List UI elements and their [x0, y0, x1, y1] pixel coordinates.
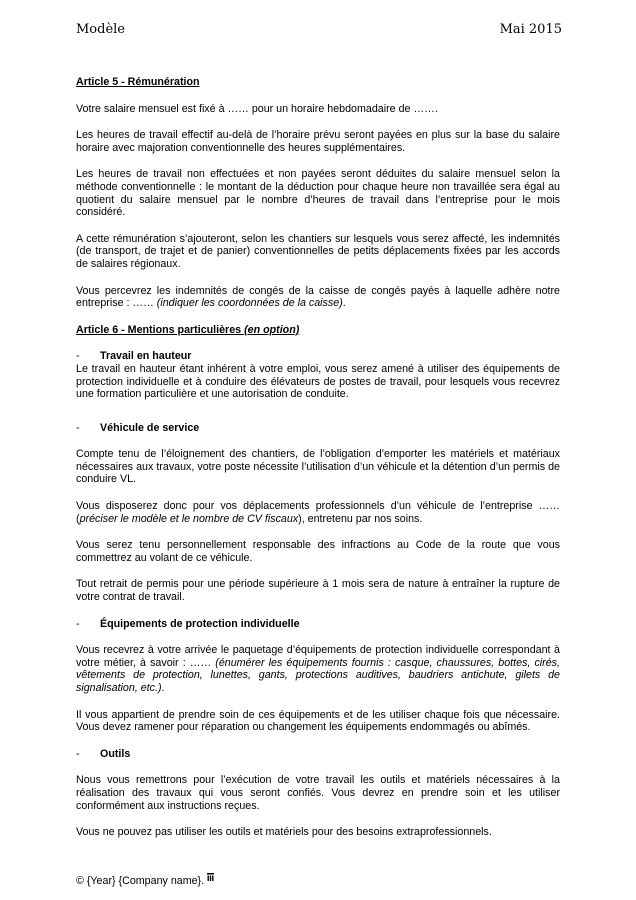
list-dash: - [76, 747, 80, 760]
list-dash: - [76, 617, 80, 630]
list-dash: - [76, 350, 80, 363]
vehicule-title: Véhicule de service [100, 421, 200, 434]
deduction-paragraph: Les heures de travail non effectuées et non payées seront déduites du salaire mensuel selon la méthode conventionnelle : le montant de la déduction pour chaque heure non travaillée sera égal au quotient du salaire mensuel par le nombre d’heures de travail dans l’entreprise pour le mois considéré. [76, 168, 560, 219]
travail-paragraph: Le travail en hauteur étant inhérent à votre emploi, vous serez amené à utiliser des équipements de protection individuelle et à conduire des élévateurs de postes de travail, pour lesquels vous recevrez une formation particulière et une autorisation de conduite. [76, 362, 560, 401]
company-logo-icon [207, 872, 214, 884]
holiday-pay-instruction: (indiquer les coordonnées de la caisse) [156, 297, 343, 310]
vehicule-p2-end: ), entretenu par nos soins. [298, 512, 423, 525]
epi-paragraph-2: Il vous appartient de prendre soin de ces équipements et de les utiliser chaque fois que nécessaire. Vous devez ramener pour réparation ou changement les équipements endommagés ou abîmés. [76, 708, 560, 734]
article-6-title [76, 324, 560, 337]
vehicule-paragraph-2 [76, 500, 560, 525]
vehicule-p2-instruction: préciser le modèle et le nombre de CV fiscaux [79, 512, 299, 525]
header-doc-type: Modèle [76, 22, 126, 37]
epi-paragraph-1 [76, 644, 560, 694]
epi-p1-instruction: (énumérer les équipements fournis : casque, chaussures, bottes, cirés, vêtements de protection, lunettes, gants, protections auditives, baudriers antichute, gilets de signalisation, etc.) [76, 656, 560, 694]
allowances-paragraph: A cette rémunération s’ajouteront, selon les chantiers sur lesquels vous serez affecté, les indemnités (de transport, de trajet et de panier) conventionnelles de petits déplacements fixées par les accords de salaires régionaux. [76, 232, 560, 270]
article-5-title: Article 5 - Rémunération [76, 76, 200, 88]
epi-p1-text: Vous recevrez à votre arrivée le paquetage d’équipements de protection individuelle correspondant à votre métier, à savoir : …… [76, 644, 560, 669]
article-6-option: (en option) [244, 323, 300, 336]
vehicule-paragraph-4: Tout retrait de permis pour une période supérieure à 1 mois sera de nature à entraîner la rupture de votre contrat de travail. [76, 578, 560, 604]
holiday-pay-paragraph [76, 285, 560, 310]
overtime-paragraph: Les heures de travail effectif au-delà de l’horaire prévu seront payées en plus sur la base du salaire horaire avec majoration conventionnelle des heures supplémentaires. [76, 129, 560, 154]
travail-title: Travail en hauteur [100, 350, 192, 363]
document-body [76, 76, 560, 853]
vehicule-paragraph-3: Vous serez tenu personnellement responsable des infractions au Code de la route que vous commettrez au volant de ce véhicule. [76, 539, 560, 564]
epi-title: Équipements de protection individuelle [100, 617, 300, 630]
salary-paragraph: Votre salaire mensuel est fixé à …… pour un horaire hebdomadaire de ……. [76, 102, 438, 115]
outils-paragraph-2: Vous ne pouvez pas utiliser les outils et matériels pour des besoins extraprofessionnels. [76, 826, 492, 839]
vehicule-p2-text: Vous disposerez donc pour vos déplacements professionnels d’un véhicule de l’entreprise …… ( [76, 500, 560, 525]
vehicule-paragraph-1: Compte tenu de l’éloignement des chantiers, de l’obligation d’emporter les matériels et matériaux nécessaires aux travaux, votre poste nécessite l’utilisation d’un véhicule et la détention d’un permis de conduire VL. [76, 448, 560, 486]
epi-p1-end: . [161, 682, 165, 694]
footer-copyright: © {Year} {Company name}. [76, 875, 205, 887]
article-6-title-text: Article 6 - Mentions particulières [76, 323, 242, 336]
heading-outils [76, 748, 560, 761]
heading-travail-en-hauteur [76, 350, 560, 363]
header-date: Mai 2015 [499, 22, 562, 37]
holiday-pay-text: Vous percevrez les indemnités de congés de la caisse de congés payés à laquelle adhère notre entreprise : …… [76, 284, 560, 310]
heading-vehicule-de-service [76, 422, 560, 435]
list-dash: - [76, 421, 80, 434]
outils-title: Outils [100, 747, 131, 760]
outils-paragraph-1: Nous vous remettrons pour l’exécution de votre travail les outils et matériels nécessaires à la réalisation des travaux qui vous seront confiés. Vous devrez en prendre soin et les utiliser conformément aux instructions reçues. [76, 774, 560, 812]
heading-equipements [76, 618, 560, 631]
holiday-pay-end: . [342, 297, 346, 310]
footer [76, 872, 214, 887]
